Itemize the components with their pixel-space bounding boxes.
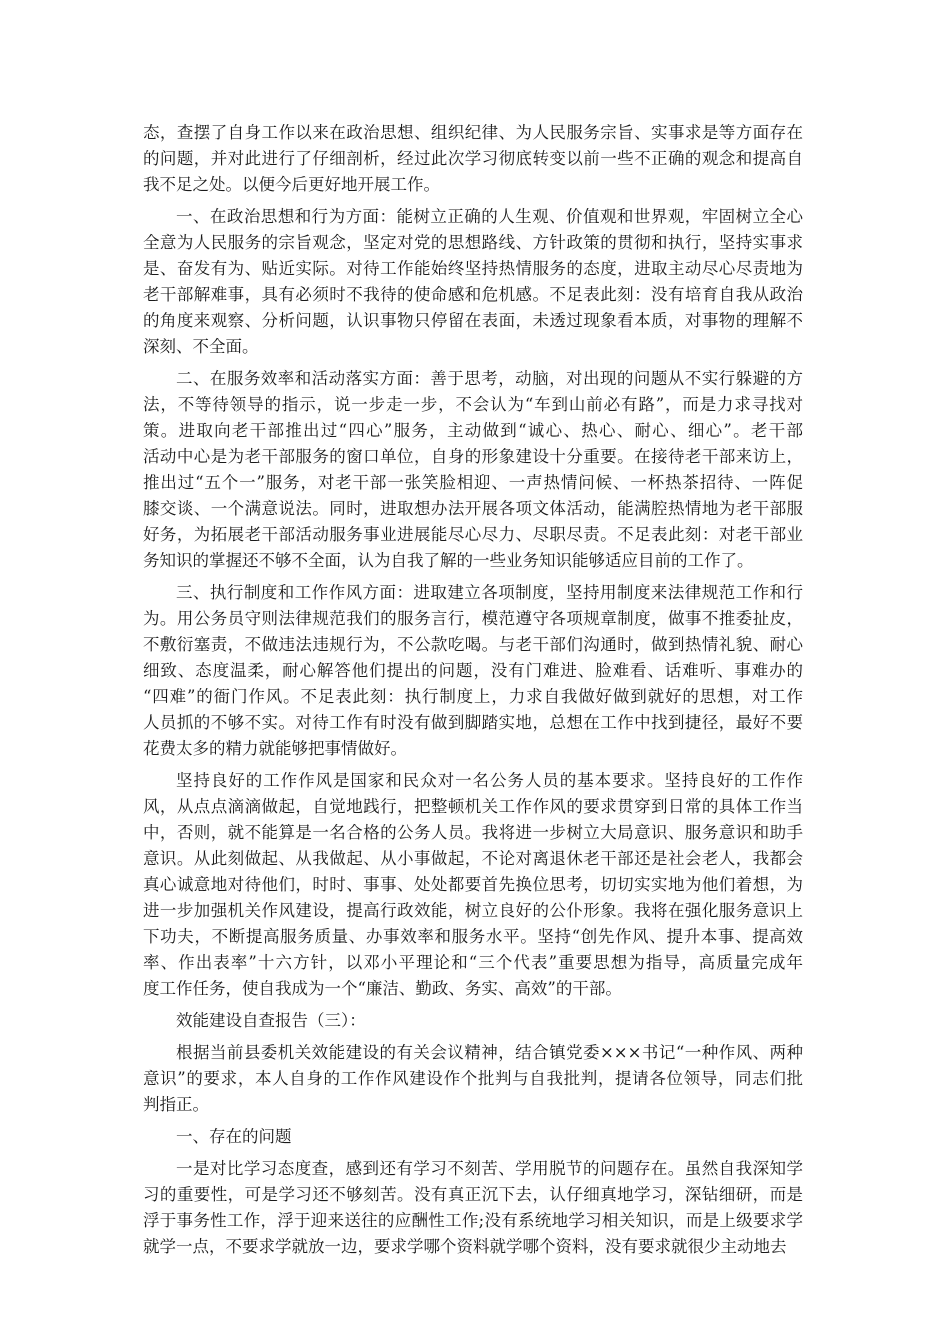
text-line: 三、执行制度和工作作风方面：进取建立各项制度，坚持用制度来法律规范工作和行 xyxy=(176,583,803,602)
text-line: 浮于事务性工作，浮于迎来送往的应酬性工作;没有系统地学习相关知识，而是上级要求学 xyxy=(143,1211,803,1230)
text-line: 态，查摆了自身工作以来在政治思想、组织纪律、为人民服务宗旨、实事求是等方面存在 xyxy=(143,123,803,142)
text-line: 意识。从此刻做起、从我做起、从小事做起，不论对离退休老干部还是社会老人，我都会 xyxy=(143,849,803,868)
text-line: 率、作出表率”十六方针，以邓小平理论和“三个代表”重要思想为指导，高质量完成年 xyxy=(143,953,803,972)
text-line: 不敷衍塞责，不做违法违规行为，不公款吃喝。与老干部们沟通时，做到热情礼貌、耐心 xyxy=(143,635,803,654)
text-line: 老干部解难事，具有必须时不我待的使命感和危机感。不足表此刻：没有培育自我从政治 xyxy=(143,285,803,304)
text-line: 就学一点，不要求学就放一边，要求学哪个资料就学哪个资料，没有要求就很少主动地去 xyxy=(143,1237,787,1256)
text-line: 好务，为拓展老干部活动服务事业进展能尽心尽力、尽职尽责。不足表此刻：对老干部业 xyxy=(143,525,803,544)
text-line: 习的重要性，可是学习还不够刻苦。没有真正沉下去，认仔细真地学习，深钻细研，而是 xyxy=(143,1185,803,1204)
text-line: 一、在政治思想和行为方面：能树立正确的人生观、价值观和世界观，牢固树立全心 xyxy=(176,207,803,226)
text-line: 法，不等待领导的指示，说一步走一步，不会认为“车到山前必有路”，而是力求寻找对 xyxy=(143,395,803,414)
paragraph xyxy=(143,1124,803,1150)
text-line: 效能建设自查报告（三）： xyxy=(176,1011,366,1030)
text-line: 的角度来观察、分析问题，认识事物只停留在表面，未透过现象看本质，对事物的理解不 xyxy=(143,311,803,330)
text-line: 为。用公务员守则法律规范我们的服务言行，模范遵守各项规章制度，做事不推委扯皮， xyxy=(143,609,803,628)
text-line: 推出过“五个一”服务，对老干部一张笑脸相迎、一声热情问候、一杯热茶招待、一阵促 xyxy=(143,473,803,492)
paragraph xyxy=(143,1040,803,1118)
text-line: 判指正。 xyxy=(143,1095,209,1114)
text-line: 度工作任务，使自我成为一个“廉洁、勤政、务实、高效”的干部。 xyxy=(143,979,622,998)
text-line: 花费太多的精力就能够把事情做好。 xyxy=(143,739,407,758)
text-line: 的问题，并对此进行了仔细剖析，经过此次学习彻底转变以前一些不正确的观念和提高自 xyxy=(143,149,803,168)
paragraph xyxy=(143,1156,803,1260)
paragraph xyxy=(143,580,803,762)
text-line: 细致、态度温柔，耐心解答他们提出的问题，没有门难进、脸难看、话难听、事难办的 xyxy=(143,661,803,680)
text-line: 全意为人民服务的宗旨观念，坚定对党的思想路线、方针政策的贯彻和执行，坚持实事求 xyxy=(143,233,803,252)
text-line: 下功夫，不断提高服务质量、办事效率和服务水平。坚持“创先作风、提升本事、提高效 xyxy=(143,927,803,946)
paragraph xyxy=(143,1008,803,1034)
text-line: 人员抓的不够不实。对待工作有时没有做到脚踏实地，总想在工作中找到捷径，最好不要 xyxy=(143,713,803,732)
text-line: “四难”的衙门作风。不足表此刻：执行制度上，力求自我做好做到就好的思想，对工作 xyxy=(143,687,803,706)
text-line: 风，从点点滴滴做起，自觉地践行，把整顿机关工作作风的要求贯穿到日常的具体工作当 xyxy=(143,797,803,816)
text-line: 活动中心是为老干部服务的窗口单位，自身的形象建设十分重要。在接待老干部来访上， xyxy=(143,447,803,466)
text-line: 二、在服务效率和活动落实方面：善于思考，动脑，对出现的问题从不实行躲避的方 xyxy=(176,369,803,388)
text-line: 务知识的掌握还不够不全面，认为自我了解的一些业务知识能够适应目前的工作了。 xyxy=(143,551,754,570)
text-line: 意识”的要求，本人自身的工作作风建设作个批判与自我批判，提请各位领导，同志们批 xyxy=(143,1069,803,1088)
text-line: 一、存在的问题 xyxy=(176,1127,292,1146)
text-line: 一是对比学习态度查，感到还有学习不刻苦、学用脱节的问题存在。虽然自我深知学 xyxy=(176,1159,803,1178)
text-line: 进一步加强机关作风建设，提高行政效能，树立良好的公仆形象。我将在强化服务意识上 xyxy=(143,901,803,920)
text-line: 策。进取向老干部推出过“四心”服务，主动做到“诚心、热心、耐心、细心”。老干部 xyxy=(143,421,803,440)
paragraph xyxy=(143,768,803,1002)
text-line: 是、奋发有为、贴近实际。对待工作能始终坚持热情服务的态度，进取主动尽心尽责地为 xyxy=(143,259,803,278)
paragraph xyxy=(143,120,803,198)
paragraph xyxy=(143,204,803,360)
paragraph xyxy=(143,366,803,574)
text-line: 坚持良好的工作作风是国家和民众对一名公务人员的基本要求。坚持良好的工作作 xyxy=(176,771,803,790)
text-line: 深刻、不全面。 xyxy=(143,337,259,356)
text-line: 根据当前县委机关效能建设的有关会议精神，结合镇党委×××书记“一种作风、两种 xyxy=(176,1043,803,1062)
text-line: 真心诚意地对待他们，时时、事事、处处都要首先换位思考，切切实实地为他们着想，为 xyxy=(143,875,803,894)
text-line: 我不足之处。以便今后更好地开展工作。 xyxy=(143,175,440,194)
document-page xyxy=(143,120,803,1266)
text-line: 膝交谈、一个满意说法。同时，进取想办法开展各项文体活动，能满腔热情地为老干部服 xyxy=(143,499,803,518)
text-line: 中，否则，就不能算是一名合格的公务人员。我将进一步树立大局意识、服务意识和助手 xyxy=(143,823,803,842)
